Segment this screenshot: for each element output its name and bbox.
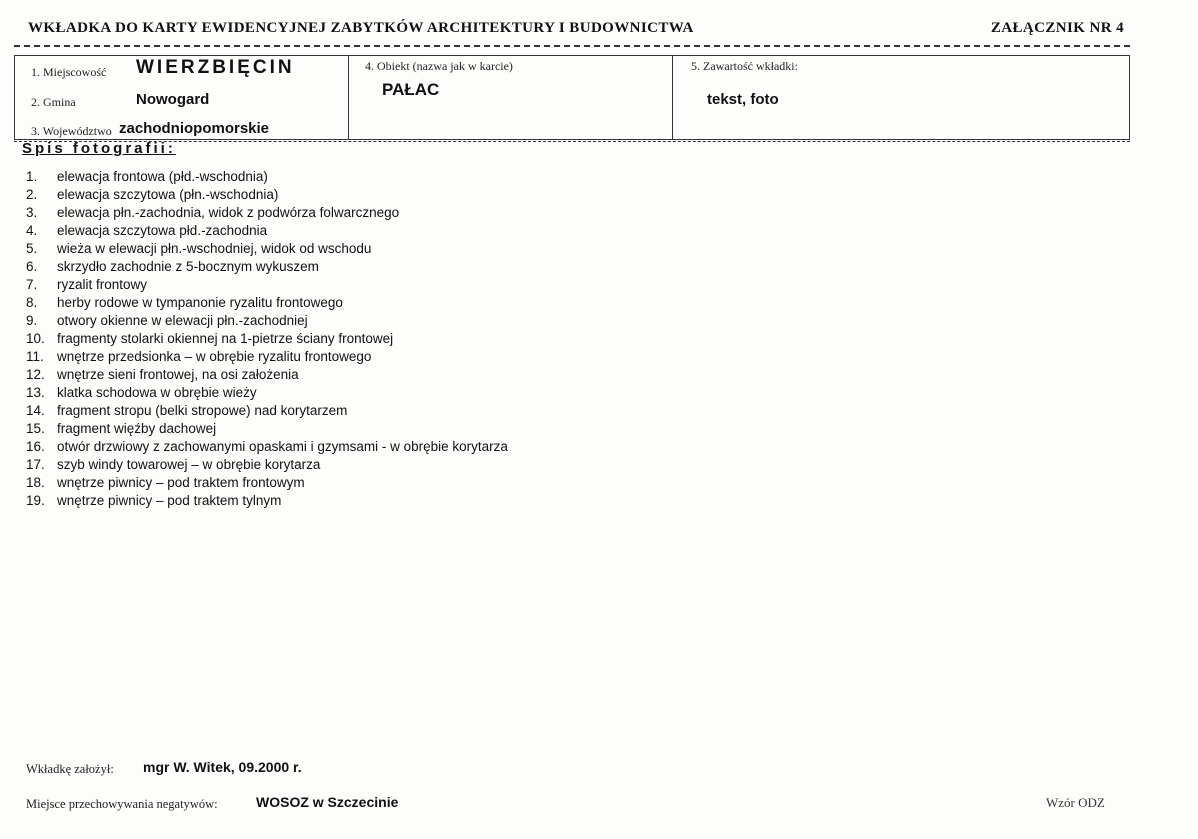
photo-list-item <box>26 312 508 330</box>
photo-list-item <box>26 240 508 258</box>
photo-list-item <box>26 366 508 384</box>
photo-number: 11. <box>26 349 44 364</box>
photo-list-item <box>26 438 508 456</box>
photo-description: wnętrze przedsionka – w obrębie ryzalitu frontowego <box>57 349 372 364</box>
photo-description: ryzalit frontowy <box>57 277 148 292</box>
photo-number: 13. <box>26 385 45 400</box>
photo-description: wnętrze sieni frontowej, na osi założenia <box>57 367 299 382</box>
photo-description: elewacja szczytowa (płn.-wschodnia) <box>57 187 279 202</box>
photo-number: 4. <box>26 223 38 238</box>
voivodeship-value: zachodniopomorskie <box>119 120 270 137</box>
photo-list-item <box>26 420 508 438</box>
photo-list-item <box>26 258 508 276</box>
voivodeship-label: 3. Województwo <box>31 124 112 138</box>
photo-list-item <box>26 348 508 366</box>
attachment-number: ZAŁĄCZNIK NR 4 <box>990 20 1124 36</box>
photo-description: elewacja szczytowa płd.-zachodnia <box>57 223 268 238</box>
photo-description: fragment więźby dachowej <box>57 421 217 436</box>
photo-list-item <box>26 456 508 474</box>
photo-number: 19. <box>26 493 45 508</box>
photo-number: 14. <box>26 403 45 418</box>
photo-list-item <box>26 474 508 492</box>
photo-number: 10. <box>26 331 45 346</box>
photo-number: 7. <box>26 277 38 292</box>
locality-label: 1. Miejscowość <box>31 65 107 79</box>
photo-description: fragmenty stolarki okiennej na 1-pietrze ściany frontowej <box>57 331 394 346</box>
photo-list-item <box>26 204 508 222</box>
created-by-label: Wkładkę założył: <box>26 762 114 776</box>
photo-list-item <box>26 168 508 186</box>
info-box <box>14 55 1130 140</box>
created-by-value: mgr W. Witek, 09.2000 r. <box>143 759 302 775</box>
photo-number: 1. <box>26 169 38 184</box>
photo-list-item <box>26 384 508 402</box>
photo-description: herby rodowe w tympanonie ryzalitu frontowego <box>57 295 343 310</box>
photo-description: skrzydło zachodnie z 5-bocznym wykuszem <box>57 259 319 274</box>
form-header <box>28 20 1124 37</box>
negatives-storage-value: WOSOZ w Szczecinie <box>256 794 399 810</box>
header-divider <box>14 45 1130 47</box>
list-divider <box>14 141 1130 142</box>
form-title: WKŁADKA DO KARTY EWIDENCYJNEJ ZABYTKÓW ARCHITEKTURY I BUDOWNICTWA <box>28 20 694 36</box>
locality-value: WIERZBIĘCIN <box>136 57 295 78</box>
photo-list-item <box>26 276 508 294</box>
object-value: PAŁAC <box>382 80 440 99</box>
photo-description: otwory okienne w elewacji płn.-zachodniej <box>57 313 308 328</box>
photo-number: 16. <box>26 439 45 454</box>
column-divider <box>672 56 673 139</box>
photo-number: 3. <box>26 205 38 220</box>
municipality-value: Nowogard <box>136 91 210 108</box>
photo-number: 18. <box>26 475 45 490</box>
column-divider <box>348 56 349 139</box>
object-label: 4. Obiekt (nazwa jak w karcie) <box>365 59 513 73</box>
photo-description: klatka schodowa w obrębie wieży <box>57 385 257 400</box>
photo-number: 15. <box>26 421 45 436</box>
municipality-label: 2. Gmina <box>31 95 76 109</box>
photo-number: 8. <box>26 295 38 310</box>
photo-description: fragment stropu (belki stropowe) nad korytarzem <box>57 403 348 418</box>
photo-list-item <box>26 330 508 348</box>
photo-description: wnętrze piwnicy – pod traktem frontowym <box>57 475 305 490</box>
photo-number: 6. <box>26 259 38 274</box>
photo-list-item <box>26 492 508 510</box>
photo-description: wieża w elewacji płn.-wschodniej, widok od wschodu <box>57 241 372 256</box>
contents-value: tekst, foto <box>707 91 779 108</box>
photo-description: szyb windy towarowej – w obrębie korytarza <box>57 457 321 472</box>
photo-description: elewacja frontowa (płd.-wschodnia) <box>57 169 268 184</box>
photo-description: wnętrze piwnicy – pod traktem tylnym <box>57 493 282 508</box>
photo-list-item <box>26 402 508 420</box>
negatives-storage-label: Miejsce przechowywania negatywów: <box>26 797 218 811</box>
photo-number: 2. <box>26 187 38 202</box>
photo-number: 17. <box>26 457 45 472</box>
template-mark: Wzór ODZ <box>1046 795 1105 810</box>
photo-number: 5. <box>26 241 38 256</box>
photo-list-item <box>26 222 508 240</box>
photo-number: 12. <box>26 367 45 382</box>
photo-description: elewacja płn.-zachodnia, widok z podwórza folwarcznego <box>57 205 400 220</box>
photo-list <box>26 168 508 510</box>
photo-list-item <box>26 186 508 204</box>
photos-heading: Spis fotografii: <box>22 140 176 157</box>
photo-number: 9. <box>26 313 38 328</box>
photo-list-item <box>26 294 508 312</box>
contents-label: 5. Zawartość wkładki: <box>691 59 798 73</box>
photo-description: otwór drzwiowy z zachowanymi opaskami i gzymsami - w obrębie korytarza <box>57 439 508 454</box>
